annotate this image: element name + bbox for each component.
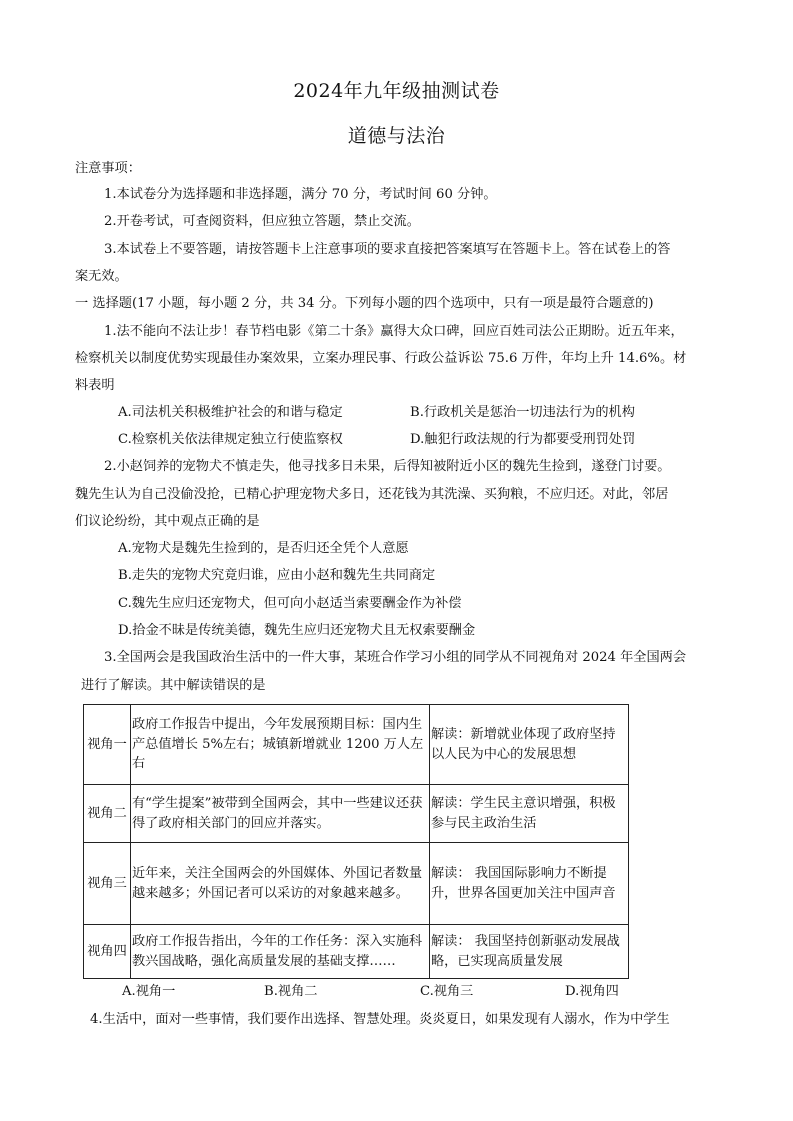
question-4-line: 4.生活中，面对一些事情，我们要作出选择、智慧处理。炎炎夏日，如果发现有人溺水，作为中学生 xyxy=(90,1012,670,1027)
section-heading: 一 选择题(17 小题，每小题 2 分，共 34 分。下列每小题的四个选项中，只有一项是最符合题意的) xyxy=(75,296,654,311)
table-row xyxy=(84,843,629,925)
question-3-option-a: A.视角一 xyxy=(122,984,176,999)
question-1-line: 1.法不能向不法让步！春节档电影《第二十条》赢得大众口碑，回应百姓司法公正期盼。近五年来， xyxy=(104,324,684,339)
exam-title: 2024年九年级抽测试卷 xyxy=(293,80,500,102)
question-2-option-d: D.拾金不昧是传统美德，魏先生应归还宠物犬且无权索要酬金 xyxy=(118,623,476,638)
question-1-option-d: D.触犯行政法规的行为都要受刑罚处罚 xyxy=(410,432,636,447)
question-2-line: 2.小赵饲养的宠物犬不慎走失，他寻找多日未果，后得知被附近小区的魏先生捡到，遂登门讨要。 xyxy=(104,459,671,474)
perspective-table xyxy=(83,704,629,979)
perspective-interpretation: 解读： 我国国际影响力不断提升，世界各国更加关注中国声音 xyxy=(430,843,629,925)
table-row xyxy=(84,705,629,785)
question-2-line: 魏先生认为自己没偷没抢，已精心护理宠物犬多日，还花钱为其洗澡、买狗粮，不应归还。对此，邻居 xyxy=(75,487,669,502)
question-2-option-a: A.宠物犬是魏先生捡到的，是否归还全凭个人意愿 xyxy=(118,541,409,556)
note-item: 3.本试卷上不要答题，请按答题卡上注意事项的要求直接把答案填写在答题卡上。答在试卷上的答 xyxy=(104,242,671,257)
question-3-option-b: B.视角二 xyxy=(264,984,318,999)
question-3-line: 3.全国两会是我国政治生活中的一件大事，某班合作学习小组的同学从不同视角对 2024 年全国两会 xyxy=(104,650,687,665)
note-item: 1.本试卷分为选择题和非选择题，满分 70 分，考试时间 60 分钟。 xyxy=(104,187,497,202)
perspective-label: 视角一 xyxy=(84,705,131,785)
note-item: 2.开卷考试，可查阅资料，但应独立答题，禁止交流。 xyxy=(104,214,420,229)
question-2-option-b: B.走失的宠物犬究竟归谁，应由小赵和魏先生共同商定 xyxy=(118,568,436,583)
question-1-option-c: C.检察机关依法律规定独立行使监察权 xyxy=(118,432,343,447)
perspective-content: 近年来，关注全国两会的外国媒体、外国记者数量越来越多；外国记者可以采访的对象越来越多。 xyxy=(131,843,430,925)
note-item: 案无效。 xyxy=(75,269,128,284)
question-2-line: 们议论纷纷，其中观点正确的是 xyxy=(75,514,260,529)
question-1-line: 料表明 xyxy=(75,378,115,393)
perspective-interpretation: 解读： 我国坚持创新驱动发展战略，已实现高质量发展 xyxy=(430,925,629,979)
question-3-line: 进行了解读。其中解读错误的是 xyxy=(81,678,266,693)
perspective-interpretation: 解读：新增就业体现了政府坚持以人民为中心的发展思想 xyxy=(430,705,629,785)
perspective-interpretation: 解读：学生民主意识增强，积极参与民主政治生活 xyxy=(430,785,629,843)
subject-title: 道德与法治 xyxy=(347,125,446,147)
question-3-option-c: C.视角三 xyxy=(420,984,474,999)
perspective-label: 视角四 xyxy=(84,925,131,979)
perspective-content: 政府工作报告中提出，今年发展预期目标：国内生产总值增长 5%左右；城镇新增就业 1200 万人左右 xyxy=(131,705,430,785)
notes-heading: 注意事项： xyxy=(75,161,141,176)
question-1-line: 检察机关以制度优势实现最佳办案效果，立案办理民事、行政公益诉讼 75.6 万件，年均上升 14.6%。材 xyxy=(75,351,687,366)
perspective-label: 视角三 xyxy=(84,843,131,925)
table-row xyxy=(84,785,629,843)
table-row xyxy=(84,925,629,979)
question-1-option-a: A.司法机关积极维护社会的和谐与稳定 xyxy=(118,405,343,420)
perspective-content: 有“学生提案”被带到全国两会，其中一些建议还获得了政府相关部门的回应并落实。 xyxy=(131,785,430,843)
perspective-label: 视角二 xyxy=(84,785,131,843)
question-1-option-b: B.行政机关是惩治一切违法行为的机构 xyxy=(410,405,635,420)
question-3-option-d: D.视角四 xyxy=(565,984,619,999)
perspective-content: 政府工作报告指出，今年的工作任务：深入实施科教兴国战略，强化高质量发展的基础支撑…… xyxy=(131,925,430,979)
question-2-option-c: C.魏先生应归还宠物犬，但可向小赵适当索要酬金作为补偿 xyxy=(118,596,462,611)
